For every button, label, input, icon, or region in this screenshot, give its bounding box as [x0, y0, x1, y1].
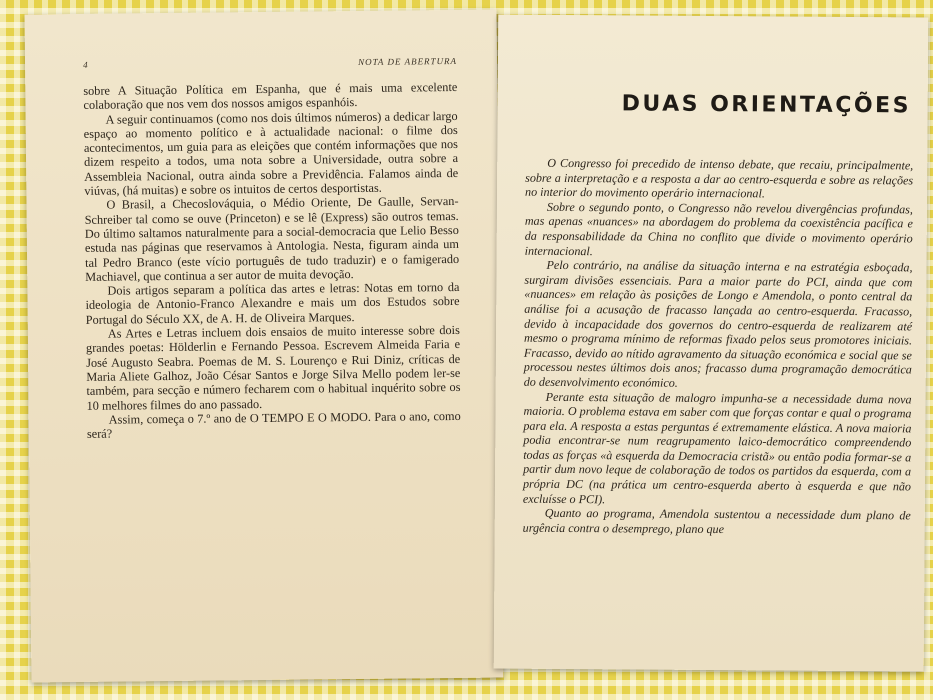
- left-book-page: [25, 10, 504, 683]
- right-book-page: [494, 15, 929, 672]
- running-head: [83, 56, 457, 70]
- paragraph: Assim, começa o 7.º ano de O TEMPO E O MODO. Para o ano, como será?: [86, 408, 461, 441]
- paragraph: O Brasil, a Checoslováquia, o Médio Oriente, De Gaulle, Servan-Schreiber tal como se ouve (Princeton) e se lê (Express) são outros temas. Do último saltamos naturalmente para a social-democracia que Lelio Besso estuda nas páginas que reservamos à Antologia. Nesta, figuram ainda um tal Pedro Branco (este vício português de tudo traduzir) e o famigerado Machiavel, que continua a ser autor de muita devoção.: [84, 194, 460, 284]
- chapter-title: DUAS ORIENTAÇÕES: [621, 91, 912, 119]
- paragraph: sobre A Situação Política em Espanha, que é mais uma excelente colaboração que nos vem dos nossos amigos espanhóis.: [83, 79, 458, 113]
- running-title: NOTA DE ABERTURA: [357, 55, 458, 67]
- paragraph: Pelo contrário, na análise da situação interna e na estratégia esboçada, surgiram divisões essenciais. Para a maior parte do PCI, ainda que com «nuances» em relação às posições de Longo e Amendola, o ponto central da análise foi a acusação de fracasso lançada ao centro-esquerda. Fracasso, devido à incapacidade dos governos do centro-esquerda de realizarem até mesmo o programa mínimo de reformas fixado pelos seus promotores iniciais. Fracasso, devido ao nítido agravamento da situação económica e social que se processou nestes últimos dois anos; fracasso duma programação democrática do desenvolvimento económico.: [523, 258, 913, 390]
- paragraph: As Artes e Letras incluem dois ensaios de muito interesse sobre dois grandes poetas: Hölderlin e Fernando Pessoa. Escrevem Almeida Faria e José Augusto Seabra. Poemas de M. S. Lourenço e Rui Diniz, críticas de Maria Aliete Galhoz, João César Santos e Jorge Silva Mello podem ler-se também, para secção e número fecharem com o habitual inquérito sobre os 10 melhores filmes do ano passado.: [85, 322, 461, 413]
- page-number: 4: [82, 59, 89, 70]
- paragraph: Perante esta situação de malogro impunha-se a necessidade duma nova maioria. O problema estava em saber com que forças contar e qual o programa para ela. A resposta a estas perguntas é extremamente elástica. A nova maioria podia encontrar-se num reagrupamento laico-democrático compreendendo todas as forças «à esquerda da Democracia cristã» ou então podia formar-se a partir dum novo leque de colaboração de todos os partidos da esquerda, com a própria DC (na prática um centro-esquerda aberto à esquerda e que não excluísse o PCI).: [522, 389, 912, 506]
- left-page-body: [83, 80, 461, 441]
- paragraph: O Congresso foi precedido de intenso debate, que recaiu, principalmente, sobre a interpretação e a resposta a dar ao centro-esquerda e sobre as relações no interior do movimento operário internacional.: [525, 155, 914, 201]
- right-page-body: [523, 156, 914, 538]
- paragraph: A seguir continuamos (como nos dois últimos números) a dedicar largo espaço ao momento político e à actualidade nacional: o filme dos acontecimentos, um guia para as eleições que contém informações que nos dizem respeito a todos, uma nota sobre a Universidade, outra sobre a Assembleia Nacional, outra ainda sobre a Previdência. Falamos ainda de viúvas, (há muitas) e sobre os intuitos de certos desportistas.: [83, 108, 459, 198]
- paragraph: Quanto ao programa, Amendola sustentou a necessidade dum plano de urgência contra o desemprego, plano que: [522, 506, 911, 536]
- paragraph: Dois artigos separam a política das artes e letras: Notas em torno da ideologia de Antonio-Franco Alexandre e mais um dos Estudos sobre Portugal do Século XX, de A. H. de Oliveira Marques.: [85, 280, 460, 327]
- paragraph: Sobre o segundo ponto, o Congresso não revelou divergências profundas, mas apenas «nuances» na abordagem do problema da coexistência pacífica e da responsabilidade da China no conflito que divide o movimento operário internacional.: [524, 199, 913, 258]
